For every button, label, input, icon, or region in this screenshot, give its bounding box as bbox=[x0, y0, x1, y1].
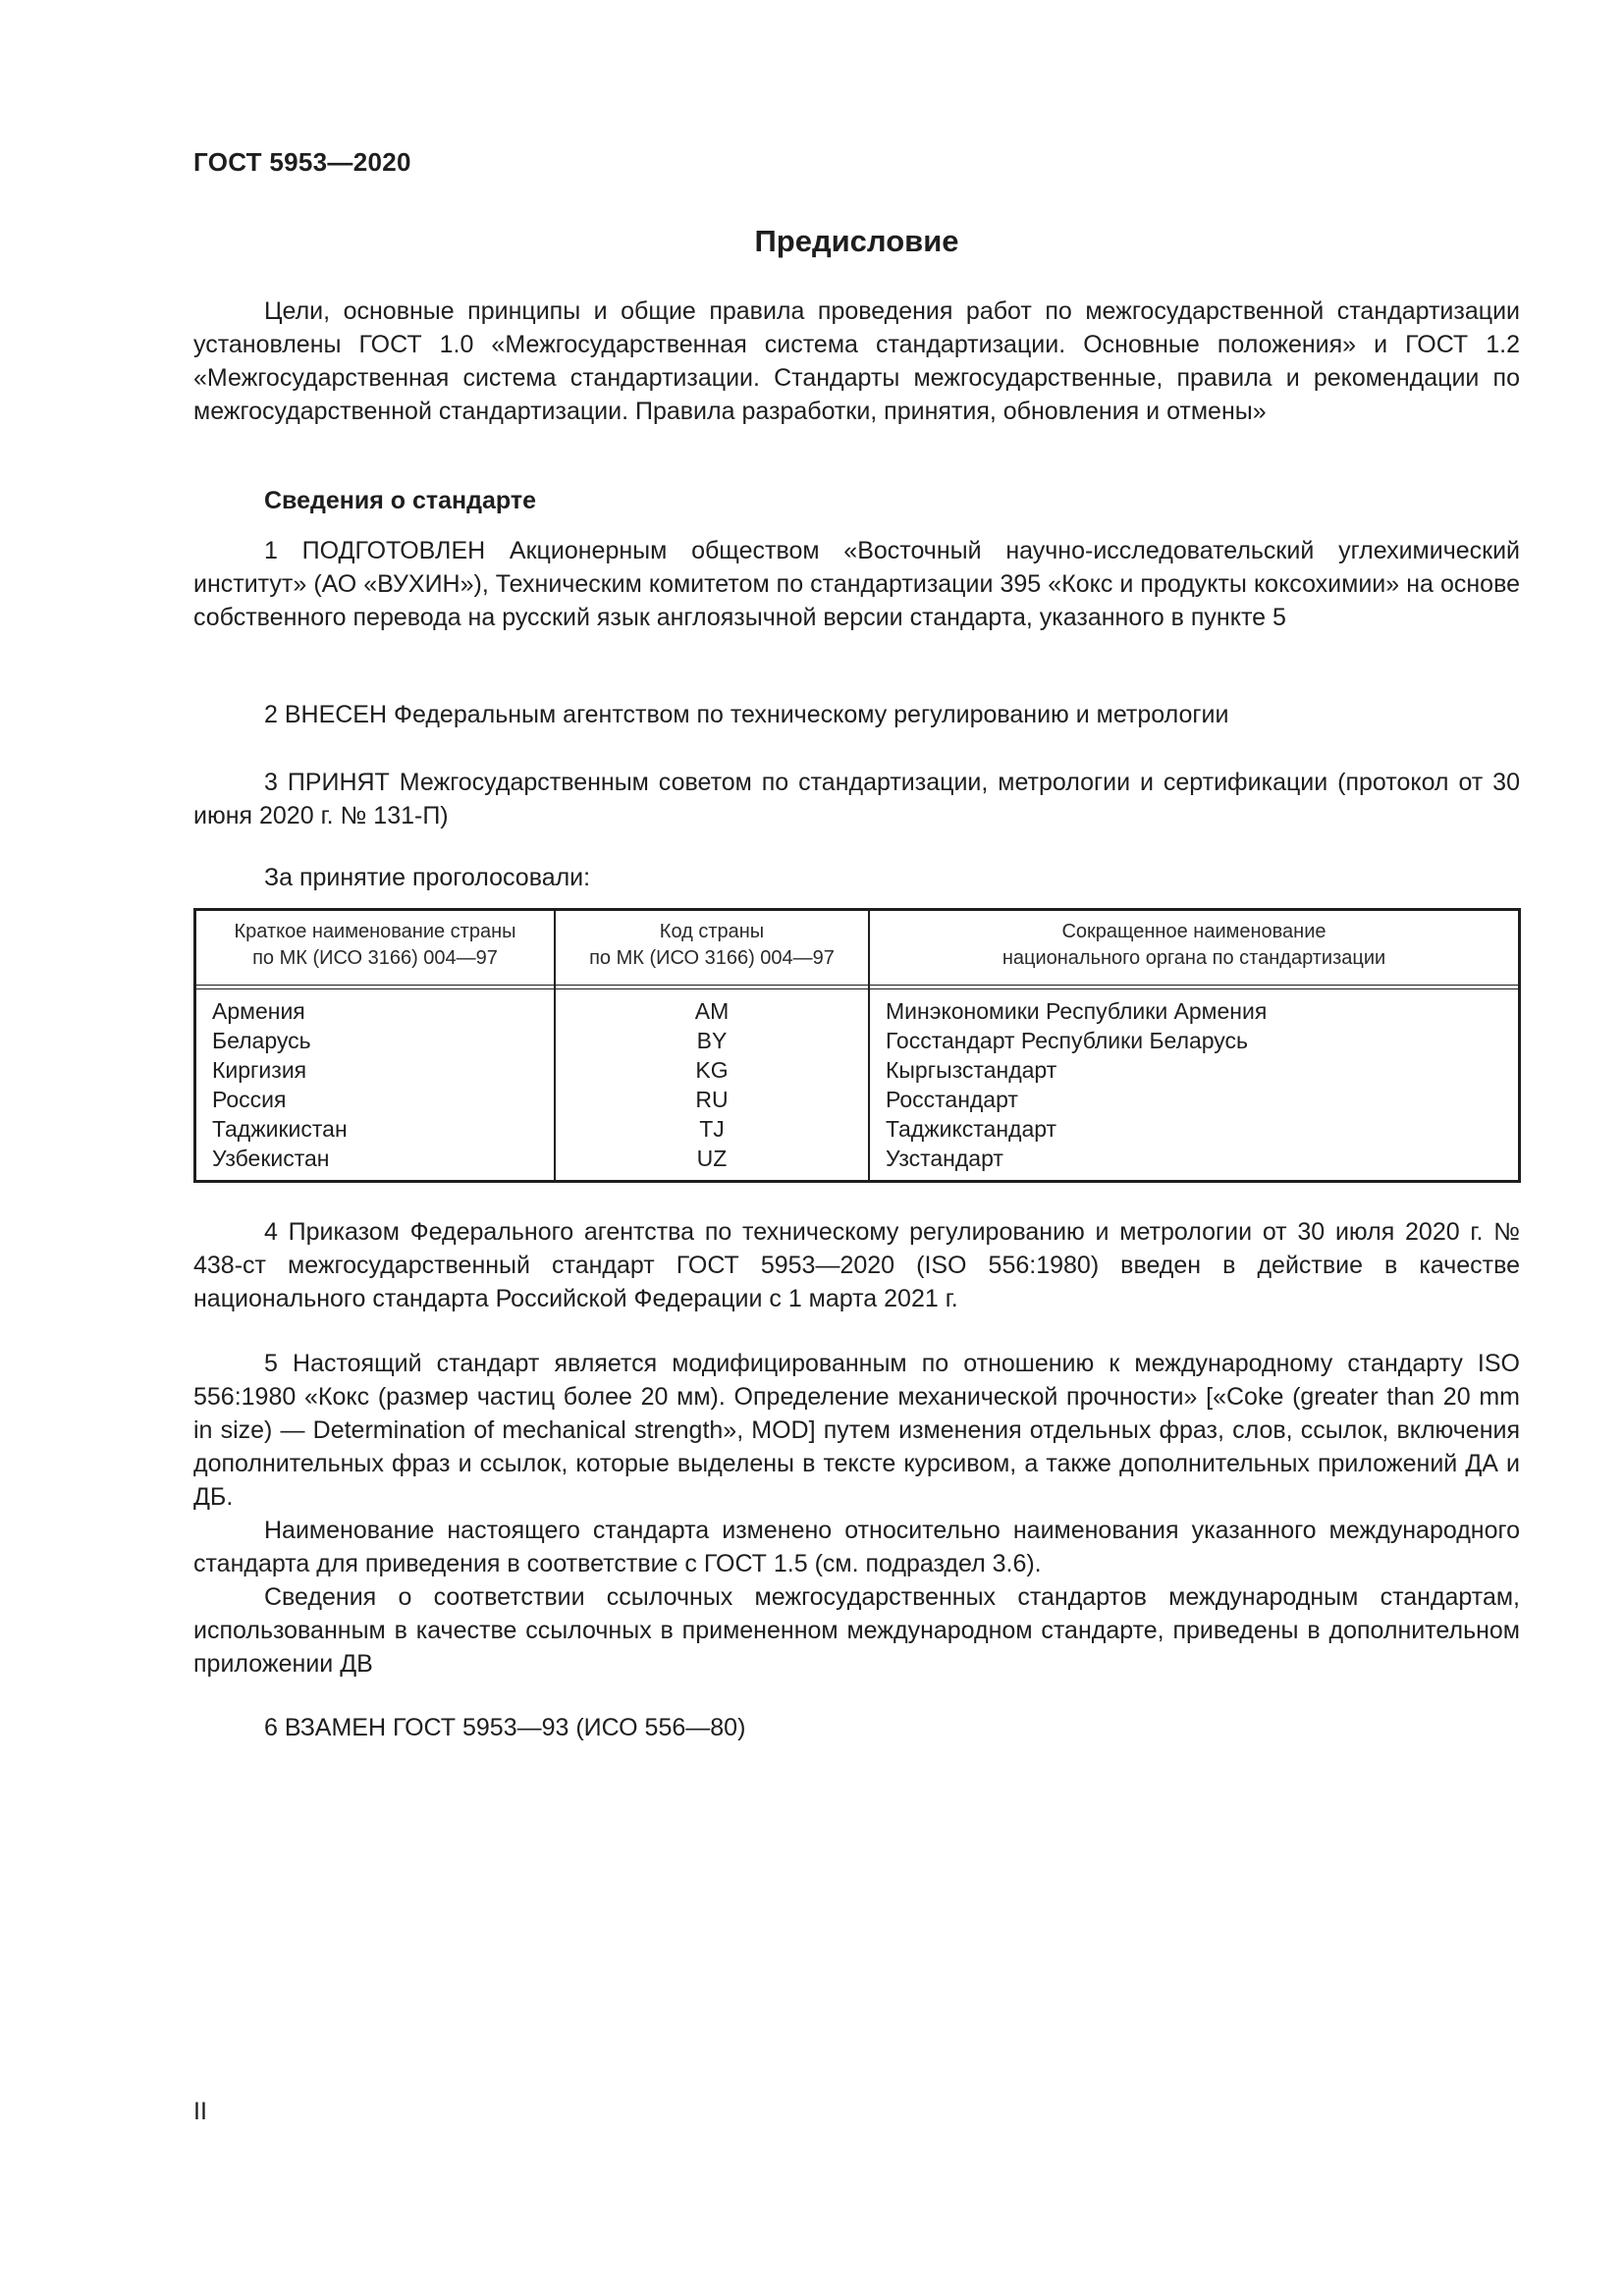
cell-code: RU bbox=[695, 1087, 729, 1112]
cell-country: Армения bbox=[212, 998, 305, 1024]
item-order: 4 Приказом Федерального агентства по техническому регулированию и метрологии от 30 июля 2020 г. № 438-ст межгосударственный стандарт ГОСТ 5953—2020 (ISO 556:1980) введен в действие в качестве национального стандарта Российской Федерации с 1 марта 2021 г. bbox=[193, 1218, 1520, 1312]
modified-block bbox=[193, 1347, 1520, 1681]
cell-body: Росстандарт bbox=[886, 1087, 1018, 1112]
page-number: II bbox=[193, 2098, 207, 2125]
header-body: Сокращенное наименование национального органа по стандартизации bbox=[1001, 921, 1386, 969]
voted-intro: За принятие проголосовали: bbox=[264, 864, 591, 891]
cell-country: Россия bbox=[212, 1087, 287, 1112]
cell-code: AM bbox=[694, 998, 730, 1024]
cell-country: Узбекистан bbox=[212, 1146, 330, 1171]
intro-block bbox=[193, 294, 1520, 428]
cell-code: UZ bbox=[696, 1146, 728, 1171]
prepared-block bbox=[193, 534, 1520, 634]
cell-body: Кыргызстандарт bbox=[886, 1057, 1057, 1083]
info-heading: Сведения о стандарте bbox=[264, 487, 537, 514]
cell-code: TJ bbox=[699, 1116, 725, 1142]
document-code: ГОСТ 5953—2020 bbox=[193, 147, 411, 177]
cell-body: Госстандарт Республики Беларусь bbox=[886, 1028, 1249, 1053]
item-modified-1: 5 Настоящий стандарт является модифицированным по отношению к международному стандарту ISO 556:1980 «Кокс (размер частиц более 20 мм). Определение механической прочности» [«Coke (greater than 20 mm in size) — Determination of mechanical strength», MOD] путем изменения отдельных фраз, слов, ссылок, включения дополнительных фраз и ссылок, которые выделены в тексте курсивом, а также дополнительных приложений ДА и ДБ. bbox=[193, 1350, 1520, 1511]
adopted-block bbox=[193, 766, 1520, 832]
item-prepared: 1 ПОДГОТОВЛЕН Акционерным обществом «Восточный научно-исследовательский углехимический институт» (АО «ВУХИН»), Техническим комитетом по стандартизации 395 «Кокс и продукты коксохимии» на основе собственного перевода на русский язык англоязычной версии стандарта, указанного в пункте 5 bbox=[193, 537, 1520, 631]
cell-country: Киргизия bbox=[212, 1057, 307, 1083]
column-code bbox=[554, 911, 868, 1180]
cell-body: Минэкономики Республики Армения bbox=[886, 998, 1268, 1024]
header-country: Краткое наименование страны по МК (ИСО 3166) 004—97 bbox=[234, 921, 516, 969]
section-title: Предисловие bbox=[754, 224, 959, 258]
cell-body: Таджикстандарт bbox=[886, 1116, 1057, 1142]
cell-body: Узстандарт bbox=[886, 1146, 1003, 1171]
cell-code: KG bbox=[695, 1057, 729, 1083]
cell-country: Таджикистан bbox=[212, 1116, 348, 1142]
order-block bbox=[193, 1215, 1520, 1315]
item-adopted: 3 ПРИНЯТ Межгосударственным советом по стандартизации, метрологии и сертификации (протокол от 30 июня 2020 г. № 131-П) bbox=[193, 769, 1520, 829]
header-code: Код страны по МК (ИСО 3166) 004—97 bbox=[589, 921, 835, 969]
item-modified-3: Сведения о соответствии ссылочных межгосударственных стандартов международным стандартам, использованным в качестве ссылочных в примененном международном стандарте, приведены в дополнительном приложении ДВ bbox=[193, 1583, 1520, 1678]
item-replaced: 6 ВЗАМЕН ГОСТ 5953—93 (ИСО 556—80) bbox=[264, 1714, 746, 1741]
intro-paragraph: Цели, основные принципы и общие правила проведения работ по межгосударственной стандартизации установлены ГОСТ 1.0 «Межгосударственная система стандартизации. Основные положения» и ГОСТ 1.2 «Межгосударственная система стандартизации. Стандарты межгосударственные, правила и рекомендации по межгосударственной стандартизации. Правила разработки, принятия, обновления и отмены» bbox=[193, 297, 1520, 425]
cell-country: Беларусь bbox=[212, 1028, 311, 1053]
voting-table bbox=[193, 908, 1521, 1183]
column-country bbox=[196, 911, 554, 1180]
item-modified-2: Наименование настоящего стандарта изменено относительно наименования указанного международного стандарта для приведения в соответствие с ГОСТ 1.5 (см. подраздел 3.6). bbox=[193, 1517, 1520, 1577]
cell-code: BY bbox=[696, 1028, 728, 1053]
column-body bbox=[868, 911, 1518, 1180]
item-introduced: 2 ВНЕСЕН Федеральным агентством по техническому регулированию и метрологии bbox=[264, 701, 1229, 728]
